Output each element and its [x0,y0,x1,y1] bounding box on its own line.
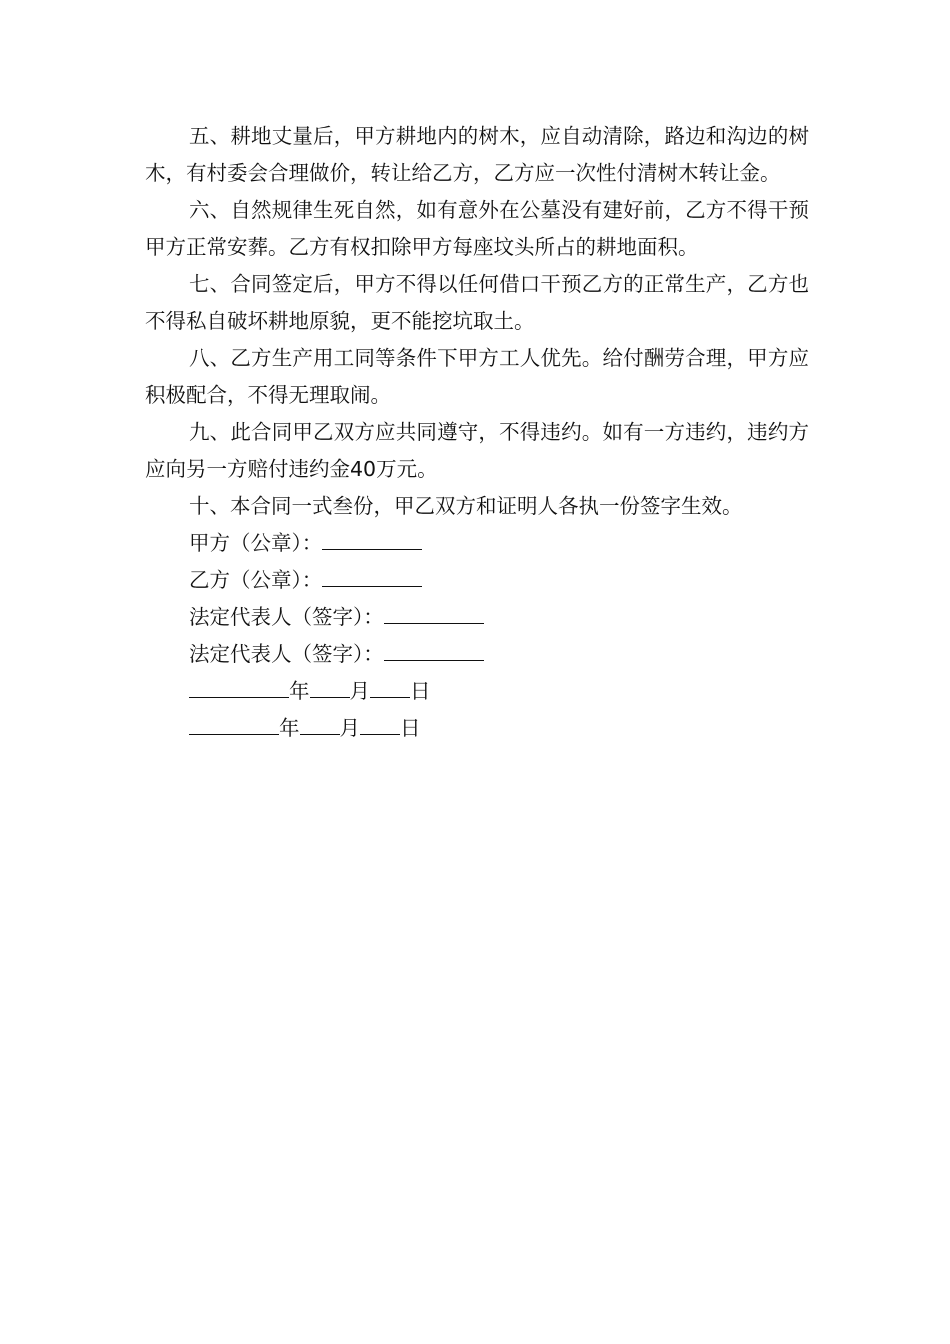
month-blank [310,677,350,698]
rep-2-label: 法定代表人（签字）： [189,642,384,666]
clause-6: 六、自然规律生死自然，如有意外在公墓没有建好前，乙方不得干预甲方正常安葬。乙方有权扣除甲方每座坟头所占的耕地面积。 [145,198,809,259]
rep-2-signature [145,636,809,673]
party-a-signature [145,525,809,562]
party-b-blank [322,566,422,587]
clause-5: 五、耕地丈量后，甲方耕地内的树木，应自动清除，路边和沟边的树木，有村委会合理做价，转让给乙方，乙方应一次性付清树木转让金。 [145,124,809,185]
month-label: 月 [349,679,370,703]
day-label: 日 [400,716,421,740]
day-label: 日 [410,679,431,703]
month-label: 月 [339,716,360,740]
party-a-label: 甲方（公章）： [189,531,323,555]
year-blank [189,677,289,698]
document-page [145,118,809,747]
rep-1-signature [145,599,809,636]
date-line-2 [145,710,809,747]
date-line-1 [145,673,809,710]
rep-1-blank [384,603,484,624]
rep-1-label: 法定代表人（签字）： [189,605,384,629]
year-label: 年 [289,679,310,703]
month-blank [300,714,340,735]
clause-8: 八、乙方生产用工同等条件下甲方工人优先。给付酬劳合理，甲方应积极配合，不得无理取闹。 [145,346,809,407]
day-blank [370,677,410,698]
day-blank [360,714,400,735]
party-b-label: 乙方（公章）： [189,568,323,592]
year-label: 年 [279,716,300,740]
clause-9: 九、此合同甲乙双方应共同遵守，不得违约。如有一方违约，违约方应向另一方赔付违约金40万元。 [145,420,809,481]
clause-10: 十、本合同一式叁份，甲乙双方和证明人各执一份签字生效。 [189,494,743,518]
party-a-blank [322,529,422,550]
year-blank [189,714,279,735]
clause-7: 七、合同签定后，甲方不得以任何借口干预乙方的正常生产，乙方也不得私自破坏耕地原貌，更不能挖坑取土。 [145,272,809,333]
party-b-signature [145,562,809,599]
rep-2-blank [384,640,484,661]
